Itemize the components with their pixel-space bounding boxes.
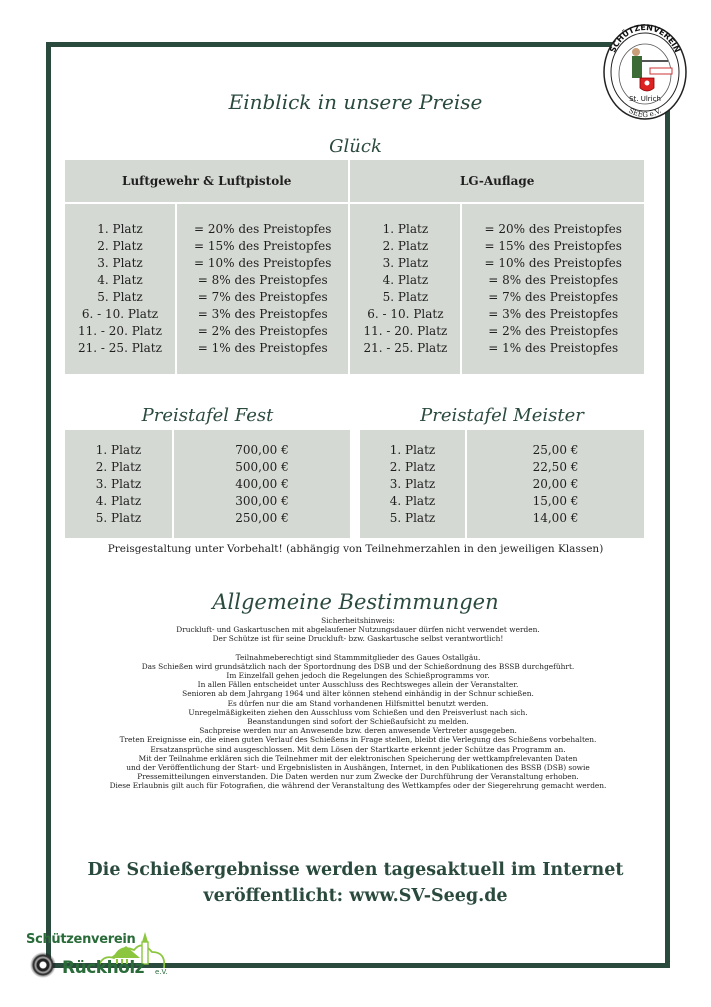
place-label: 1. Platz	[389, 442, 436, 457]
place-label: 6. - 10. Platz	[367, 307, 444, 321]
rule-line: Diese Erlaubnis gilt auch für Fotografien, die während der Veranstaltung des Wettkampfes oder der Siegerehrung gemacht werden.	[109, 781, 607, 791]
share-value: = 10% des Preistopfes	[484, 256, 622, 270]
rule-line: Mit der Teilnahme erklären sich die Teilnehmer mit der elektronischen Speicherung der wettkampfrelevanten Daten	[138, 753, 578, 763]
place-label: 4. Platz	[382, 273, 429, 287]
logo-text-ev: e.V.	[155, 968, 168, 976]
results-notice-line2: veröffentlicht: www.SV-Seeg.de	[203, 886, 508, 906]
share-value: = 15% des Preistopfes	[193, 239, 332, 253]
results-notice-line1: Die Schießergebnisse werden tagesaktuell im Internet	[87, 860, 624, 880]
meister-places-col	[360, 430, 465, 538]
fest-prizes-col	[174, 430, 350, 538]
target-icon	[30, 952, 56, 978]
fest-places-col	[65, 430, 172, 538]
share-value: = 20% des Preistopfes	[484, 222, 622, 236]
place-label: 1. Platz	[97, 222, 143, 236]
rule-line: Teilnahmeberechtigt sind Stammmitglieder des Gaues Ostallgäu.	[235, 652, 481, 662]
prize-value: 25,00 €	[532, 442, 579, 457]
logo-banner-text: St. Ulrich	[629, 95, 661, 103]
share-value: = 2% des Preistopfes	[488, 324, 619, 338]
rule-line: Es dürfen nur die am Stand vorhandenen Hilfsmittel benutzt werden.	[227, 698, 489, 708]
rule-line: und der Veröffentlichung der Start- und Ergebnislisten in Aushängen, Internet, in den Publikationen des BSSB (DSB) sowie	[126, 763, 590, 773]
fest-table	[63, 428, 352, 540]
meister-prizes-col	[467, 430, 644, 538]
place-label: 3. Platz	[389, 476, 436, 491]
place-label: 2. Platz	[389, 459, 436, 474]
place-label: 3. Platz	[97, 256, 143, 270]
meister-title: Preistafel Meister	[420, 405, 584, 426]
fest-title: Preistafel Fest	[141, 405, 274, 426]
prize-value: 15,00 €	[532, 493, 579, 508]
results-notice	[0, 857, 711, 909]
rule-line: Das Schießen wird grundsätzlich nach der Sportordnung des DSB und der Schießordnung des BSSB durchgeführt.	[141, 661, 575, 671]
rule-line: Unregelmäßigkeiten ziehen den Ausschluss vom Schießen und den Preisverlust nach sich.	[188, 707, 528, 717]
page-title: Einblick in unsere Preise	[228, 90, 483, 114]
price-disclaimer: Preisgestaltung unter Vorbehalt! (abhängig von Teilnehmerzahlen in den jeweiligen Klassen)	[107, 543, 604, 555]
place-label: 2. Platz	[95, 459, 142, 474]
rule-line: In allen Fällen entscheidet unter Ausschluss des Rechtsweges allein der Veranstalter.	[197, 680, 519, 690]
prize-value: 22,50 €	[532, 459, 579, 474]
glueck-header-lg-auflage: LG-Auflage	[350, 160, 644, 202]
place-label: 5. Platz	[95, 510, 142, 525]
share-value: = 3% des Preistopfes	[197, 307, 328, 321]
share-value: = 1% des Preistopfes	[197, 341, 328, 355]
prize-value: 400,00 €	[235, 476, 289, 491]
share-value: = 7% des Preistopfes	[488, 290, 619, 304]
place-label: 5. Platz	[382, 290, 429, 304]
glueck-places-col	[65, 204, 175, 374]
place-label: 1. Platz	[382, 222, 429, 236]
rule-line: Ersatzansprüche sind ausgeschlossen. Mit dem Lösen der Startkarte erkennt jeder Schütze das Programm an.	[150, 744, 566, 754]
logo-arc-bottom-text: SEEG e.V.	[627, 106, 663, 119]
share-value: = 10% des Preistopfes	[193, 256, 332, 270]
place-label: 6. - 10. Platz	[81, 307, 159, 321]
place-label: 1. Platz	[95, 442, 142, 457]
glueck-table	[63, 158, 646, 376]
logo-text-rueckholz: Rückholz	[62, 958, 145, 978]
glueck-places-col	[350, 204, 460, 374]
place-label: 2. Platz	[382, 239, 429, 253]
prize-value: 250,00 €	[235, 510, 289, 525]
rule-line: Pressemitteilungen einverstanden. Die Daten werden nur zum Zwecke der Durchführung der Veranstaltung erhoben.	[137, 772, 579, 782]
share-value: = 3% des Preistopfes	[488, 307, 619, 321]
place-label: 5. Platz	[97, 290, 143, 304]
prize-value: 700,00 €	[235, 442, 289, 457]
rule-line: Treten Ereignisse ein, die einen guten Verlauf des Schießens in Frage stellen, bleibt die Verlegung des Schießens vorbehalten.	[119, 735, 597, 745]
share-value: = 15% des Preistopfes	[484, 239, 622, 253]
share-value: = 7% des Preistopfes	[197, 290, 328, 304]
place-label: 3. Platz	[382, 256, 429, 270]
place-label: 21. - 25. Platz	[363, 341, 448, 355]
glueck-shares-col	[177, 204, 348, 374]
glueck-title: Glück	[329, 136, 382, 157]
logo-text-schuetzenverein: Schützenverein	[26, 932, 136, 947]
glueck-header-luftgewehr: Luftgewehr & Luftpistole	[65, 160, 348, 202]
place-label: 11. - 20. Platz	[363, 324, 448, 338]
place-label: 2. Platz	[97, 239, 143, 253]
place-label: 3. Platz	[95, 476, 142, 491]
share-value: = 2% des Preistopfes	[197, 324, 328, 338]
spacer	[46, 644, 670, 653]
rule-line: Beanstandungen sind sofort der Schießaufsicht zu melden.	[247, 717, 469, 727]
logo-sv-rueckholz	[24, 928, 174, 988]
safety-line: Der Schütze ist für seine Druckluft- bzw. Gaskartusche selbst verantwortlich!	[212, 634, 504, 644]
safety-line: Druckluft- und Gaskartuschen mit abgelaufener Nutzungsdauer dürfen nicht verwendet werden.	[176, 625, 540, 635]
rule-line: Im Einzelfall gehen jedoch die Regelungen des Schießprogramms vor.	[226, 671, 490, 681]
safety-line: Sicherheitshinweis:	[321, 616, 395, 625]
glueck-shares-col	[462, 204, 644, 374]
rule-line: Sachpreise werden nur an Anwesende bzw. deren anwesende Vertreter ausgegeben.	[199, 726, 517, 736]
share-value: = 8% des Preistopfes	[197, 273, 328, 287]
prize-value: 14,00 €	[532, 510, 579, 525]
place-label: 5. Platz	[389, 510, 436, 525]
prize-value: 500,00 €	[235, 459, 289, 474]
share-value: = 20% des Preistopfes	[193, 222, 332, 236]
rule-line: Senioren ab dem Jahrgang 1964 und älter können stehend einhändig in der Schnur schießen.	[182, 689, 534, 699]
place-label: 4. Platz	[95, 493, 142, 508]
share-value: = 1% des Preistopfes	[488, 341, 619, 355]
place-label: 21. - 25. Platz	[78, 341, 162, 355]
rules-title: Allgemeine Bestimmungen	[212, 590, 499, 614]
meister-table	[358, 428, 646, 540]
share-value: = 8% des Preistopfes	[488, 273, 619, 287]
prize-value: 300,00 €	[235, 493, 289, 508]
place-label: 4. Platz	[389, 493, 436, 508]
prize-value: 20,00 €	[532, 476, 579, 491]
place-label: 11. - 20. Platz	[78, 324, 162, 338]
rules-text	[46, 616, 670, 791]
logo-arc-top-text: SCHÜTZENVEREIN	[608, 22, 682, 54]
place-label: 4. Platz	[97, 273, 143, 287]
